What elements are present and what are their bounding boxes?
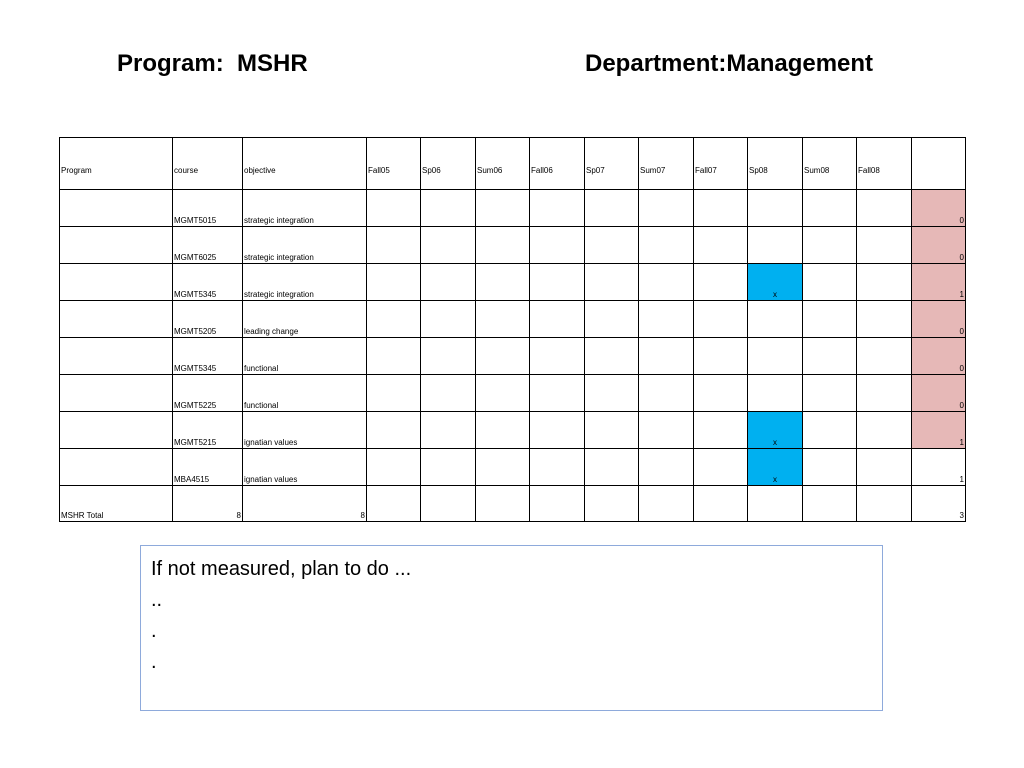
term-cell (367, 264, 421, 301)
column-header: Sum06 (476, 138, 530, 190)
term-cell (421, 338, 476, 375)
term-cell (694, 375, 748, 412)
term-cell (639, 338, 694, 375)
term-cell (421, 264, 476, 301)
term-cell (476, 264, 530, 301)
empty-cell (639, 486, 694, 522)
count-cell: 1 (912, 264, 966, 301)
total-label: MSHR Total (60, 486, 173, 522)
table-row (60, 375, 966, 412)
term-cell (585, 190, 639, 227)
term-cell (694, 338, 748, 375)
objective-cell: functional (243, 375, 367, 412)
term-cell (803, 375, 857, 412)
term-cell (421, 190, 476, 227)
term-cell (585, 449, 639, 486)
course-cell: MGMT5015 (173, 190, 243, 227)
total-objective-count: 8 (243, 486, 367, 522)
empty-cell (476, 486, 530, 522)
sp08-cell: x (748, 264, 803, 301)
sp08-cell (748, 375, 803, 412)
term-cell (639, 449, 694, 486)
term-cell (585, 301, 639, 338)
sp08-cell: x (748, 412, 803, 449)
total-count: 3 (912, 486, 966, 522)
course-cell: MGMT5205 (173, 301, 243, 338)
term-cell (694, 264, 748, 301)
term-cell (857, 375, 912, 412)
empty-cell (530, 486, 585, 522)
term-cell (367, 190, 421, 227)
column-header: Sum08 (803, 138, 857, 190)
term-cell (694, 190, 748, 227)
term-cell (803, 227, 857, 264)
objective-cell: functional (243, 338, 367, 375)
column-header: Fall05 (367, 138, 421, 190)
term-cell (476, 227, 530, 264)
term-cell (585, 264, 639, 301)
note-line: If not measured, plan to do ... (151, 558, 412, 580)
empty-cell (421, 486, 476, 522)
term-cell (803, 301, 857, 338)
term-cell (367, 412, 421, 449)
term-cell (585, 227, 639, 264)
table-row (60, 190, 966, 227)
program-title: Program: MSHR (117, 50, 308, 77)
table-row (60, 412, 966, 449)
empty-cell (748, 486, 803, 522)
term-cell (694, 449, 748, 486)
count-cell: 1 (912, 412, 966, 449)
course-cell: MGMT5345 (173, 264, 243, 301)
term-cell (476, 449, 530, 486)
term-cell (639, 412, 694, 449)
sp08-cell (748, 227, 803, 264)
count-cell: 0 (912, 227, 966, 264)
term-cell (857, 264, 912, 301)
table-row (60, 264, 966, 301)
note-line: . (151, 651, 157, 673)
column-header: Fall07 (694, 138, 748, 190)
course-cell: MGMT6025 (173, 227, 243, 264)
department-title: Department:Management (585, 50, 874, 77)
column-header: Sp06 (421, 138, 476, 190)
term-cell (476, 190, 530, 227)
term-cell (585, 412, 639, 449)
term-cell (530, 412, 585, 449)
column-header: course (173, 138, 243, 190)
empty-cell (367, 486, 421, 522)
term-cell (476, 338, 530, 375)
term-cell (639, 264, 694, 301)
total-row (60, 486, 966, 522)
program-cell (60, 227, 173, 264)
term-cell (694, 227, 748, 264)
program-cell (60, 412, 173, 449)
plan-note-box[interactable] (140, 545, 883, 711)
term-cell (585, 338, 639, 375)
term-cell (857, 412, 912, 449)
course-cell: MGMT5225 (173, 375, 243, 412)
term-cell (530, 301, 585, 338)
table-row (60, 227, 966, 264)
term-cell (530, 338, 585, 375)
term-cell (367, 338, 421, 375)
term-cell (367, 449, 421, 486)
table-row (60, 338, 966, 375)
empty-cell (857, 486, 912, 522)
column-header: Sp08 (748, 138, 803, 190)
empty-cell (803, 486, 857, 522)
term-cell (367, 227, 421, 264)
term-cell (476, 375, 530, 412)
objective-cell: strategic integration (243, 264, 367, 301)
term-cell (639, 375, 694, 412)
term-cell (367, 375, 421, 412)
program-cell (60, 449, 173, 486)
program-cell (60, 338, 173, 375)
objective-cell: strategic integration (243, 227, 367, 264)
count-cell: 1 (912, 449, 966, 486)
column-header: objective (243, 138, 367, 190)
term-cell (803, 338, 857, 375)
course-cell: MBA4515 (173, 449, 243, 486)
count-cell: 0 (912, 190, 966, 227)
objective-cell: leading change (243, 301, 367, 338)
term-cell (367, 301, 421, 338)
term-cell (476, 301, 530, 338)
term-cell (530, 190, 585, 227)
empty-cell (694, 486, 748, 522)
term-cell (530, 227, 585, 264)
column-header: Fall06 (530, 138, 585, 190)
term-cell (857, 190, 912, 227)
term-cell (530, 449, 585, 486)
table-row (60, 301, 966, 338)
term-cell (857, 449, 912, 486)
table-header-row (60, 138, 966, 190)
term-cell (421, 449, 476, 486)
term-cell (530, 375, 585, 412)
term-cell (803, 449, 857, 486)
term-cell (803, 190, 857, 227)
sp08-cell: x (748, 449, 803, 486)
sp08-cell (748, 190, 803, 227)
course-cell: MGMT5345 (173, 338, 243, 375)
assessment-table (59, 137, 966, 522)
column-header (912, 138, 966, 190)
note-line: .. (151, 589, 163, 611)
note-line: . (151, 620, 157, 642)
column-header: Program (60, 138, 173, 190)
term-cell (476, 412, 530, 449)
program-cell (60, 375, 173, 412)
table-row (60, 449, 966, 486)
term-cell (585, 375, 639, 412)
course-cell: MGMT5215 (173, 412, 243, 449)
empty-cell (585, 486, 639, 522)
term-cell (694, 301, 748, 338)
term-cell (639, 227, 694, 264)
program-cell (60, 190, 173, 227)
objective-cell: strategic integration (243, 190, 367, 227)
column-header: Sum07 (639, 138, 694, 190)
objective-cell: ignatian values (243, 412, 367, 449)
column-header: Fall08 (857, 138, 912, 190)
objective-cell: ignatian values (243, 449, 367, 486)
term-cell (857, 227, 912, 264)
sp08-cell (748, 338, 803, 375)
term-cell (421, 375, 476, 412)
column-header: Sp07 (585, 138, 639, 190)
program-cell (60, 264, 173, 301)
sp08-cell (748, 301, 803, 338)
term-cell (803, 264, 857, 301)
total-course-count: 8 (173, 486, 243, 522)
term-cell (421, 227, 476, 264)
term-cell (530, 264, 585, 301)
term-cell (803, 412, 857, 449)
term-cell (421, 301, 476, 338)
count-cell: 0 (912, 375, 966, 412)
program-cell (60, 301, 173, 338)
term-cell (639, 301, 694, 338)
term-cell (857, 338, 912, 375)
term-cell (639, 190, 694, 227)
term-cell (694, 412, 748, 449)
term-cell (857, 301, 912, 338)
count-cell: 0 (912, 338, 966, 375)
count-cell: 0 (912, 301, 966, 338)
term-cell (421, 412, 476, 449)
